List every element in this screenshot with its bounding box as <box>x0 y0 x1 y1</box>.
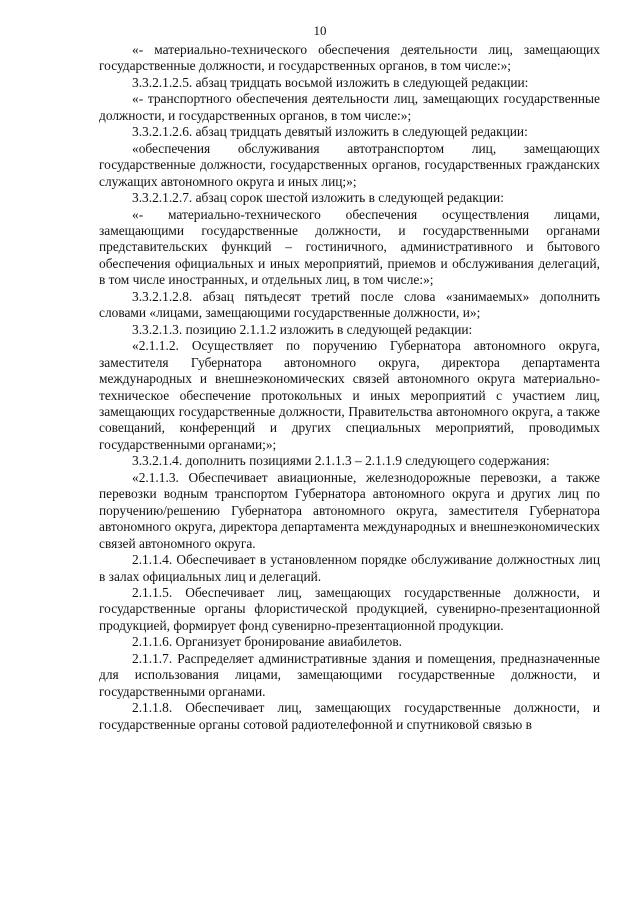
paragraph: «- материально-технического обеспечения деятельности лиц, замещающих государственные должности, и государственных органов, в том числе:»; <box>99 42 600 74</box>
page-number: 10 <box>313 23 327 38</box>
paragraph: «- материально-технического обеспечения осуществления лицами, замещающими государственные должности, и государственными органами представительских функций – гостиничного, административного и бытового обеспечения официальных и иных мероприятий, приемов и обслуживания делегаций, в том числе иностранных, и отдельных лиц, в том числе:»; <box>99 206 600 288</box>
paragraph: 2.1.1.6. Организует бронирование авиабилетов. <box>132 634 402 650</box>
paragraph: 2.1.1.5. Обеспечивает лиц, замещающих государственные должности, и государственные органы флористической продукцией, сувенирно-презентационной продукцией, формирует фонд сувенирно-презентационной продукции. <box>99 584 600 633</box>
paragraph: 2.1.1.4. Обеспечивает в установленном порядке обслуживание должностных лиц в залах официальных лиц и делегаций. <box>99 552 600 584</box>
document-body <box>99 42 600 733</box>
paragraph: 2.1.1.8. Обеспечивает лиц, замещающих государственные должности, и государственные органы сотовой радиотелефонной и спутниковой связью в <box>99 700 600 732</box>
paragraph: «- транспортного обеспечения деятельности лиц, замещающих государственные должности, и государственных органов, в том числе:»; <box>99 91 600 123</box>
paragraph: 3.3.2.1.3. позицию 2.1.1.2 изложить в следующей редакции: <box>132 321 473 337</box>
paragraph: 2.1.1.7. Распределяет административные здания и помещения, предназначенные для использования лицами, замещающими государственные должности, и государственными органами. <box>99 650 600 699</box>
paragraph: 3.3.2.1.2.5. абзац тридцать восьмой изложить в следующей редакции: <box>132 74 529 90</box>
paragraph: «обеспечения обслуживания автотранспортом лиц, замещающих государственные должности, государственных органов, государственных гражданских служащих автономного округа и иных лиц;»; <box>99 140 600 189</box>
paragraph: «2.1.1.2. Осуществляет по поручению Губернатора автономного округа, заместителя Губернатора автономного округа, директора департамента международных и внешнеэкономических связей автономного округа материально-техническое обеспечение протокольных и иных мероприятий с участием лиц, замещающих государственные должности, Правительства автономного округа, а также совещаний, конференций и других специальных мероприятий, проводимых государственными органами;»; <box>99 338 600 452</box>
paragraph: 3.3.2.1.2.6. абзац тридцать девятый изложить в следующей редакции: <box>132 124 528 140</box>
paragraph: 3.3.2.1.4. дополнить позициями 2.1.1.3 – 2.1.1.9 следующего содержания: <box>132 453 550 469</box>
paragraph: «2.1.1.3. Обеспечивает авиационные, железнодорожные перевозки, а также перевозки водным транспортом Губернатора автономного округа и других лиц по поручению/решению Губернатора автономного округа, заместителя Губернатора автономного округа, директора департамента международных и внешнеэкономических связей автономного округа. <box>99 469 600 551</box>
paragraph: 3.3.2.1.2.8. абзац пятьдесят третий после слова «занимаемых» дополнить словами «лицами, замещающими государственные должности, и»; <box>99 288 600 321</box>
paragraph: 3.3.2.1.2.7. абзац сорок шестой изложить в следующей редакции: <box>132 190 504 206</box>
